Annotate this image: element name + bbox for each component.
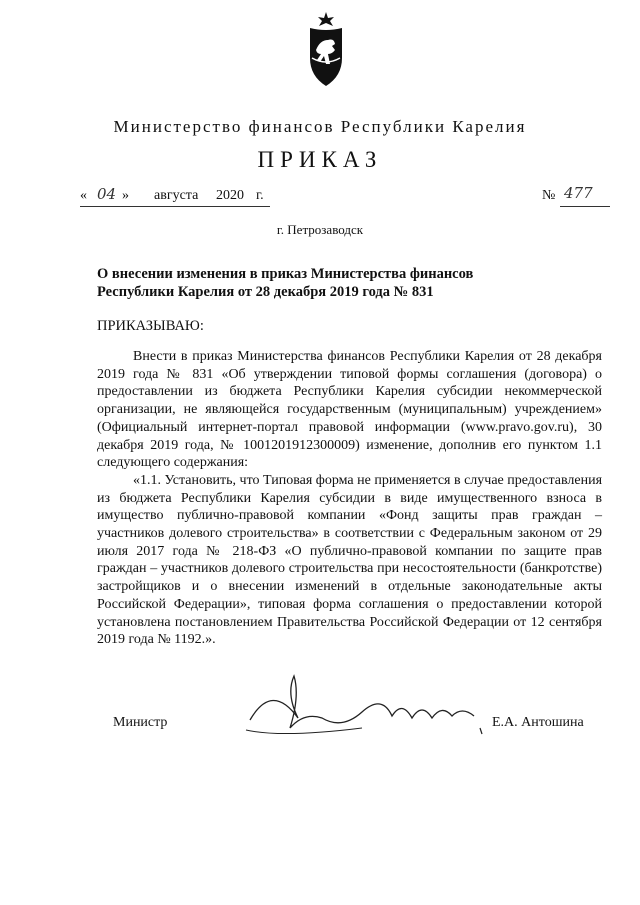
order-number: 477 bbox=[564, 184, 593, 202]
order-word: ПРИКАЗЫВАЮ: bbox=[97, 318, 204, 334]
number-underline bbox=[560, 206, 610, 207]
number-label: № bbox=[542, 188, 556, 203]
handwritten-signature bbox=[242, 672, 492, 747]
city: г. Петрозаводск bbox=[276, 222, 364, 237]
date-year-suffix: г. bbox=[256, 188, 264, 203]
document-type: ПРИКАЗ bbox=[257, 147, 383, 172]
date-open-quote: « bbox=[80, 188, 87, 203]
minister-name: Е.А. Антошина bbox=[492, 715, 584, 730]
coat-of-arms-icon bbox=[302, 10, 350, 88]
document-body bbox=[97, 348, 602, 649]
title-line-1: О внесении изменения в приказ Министерства финансов bbox=[97, 266, 474, 282]
minister-position: Министр bbox=[113, 715, 168, 730]
body-paragraph-1: Внести в приказ Министерства финансов Республики Карелия от 28 декабря 2019 года № 831 «Об утверждении типовой формы соглашения (договора) о предоставлении из бюджета Республики Карелия субсидии некоммерческой организации, не являющейся государственным (муниципальным) учреждением» (Официальный интернет-портал правовой информации (www.pravo.gov.ru), 30 декабря 2019 года, № 1001201912300009) изменение, дополнив его пунктом 1.1 следующего содержания: bbox=[97, 349, 602, 471]
date-close-quote: » bbox=[122, 188, 129, 203]
date-day: 04 bbox=[97, 185, 117, 203]
ministry-name: Министерство финансов Республики Карелия bbox=[113, 117, 527, 136]
date-underline bbox=[80, 206, 270, 207]
date-number-line bbox=[80, 184, 640, 218]
body-paragraph-2: «1.1. Установить, что Типовая форма не применяется в случае предоставления из бюджета Республики Карелия субсидии в виде имущественного взноса в имущество публично-правовой компании «Фонд защиты прав граждан – участников долевого строительства» в соответствии с Федеральным законом от 29 июля 2017 года № 218-ФЗ «О публично-правовой компании по защите прав граждан – участников долевого строительства при несостоятельности (банкротстве) застройщиков и о внесении изменений в отдельные законодательные акты Российской Федерации», типовая форма соглашения о предоставлении которой установлена постановлением Правительства Российской Федерации от 12 сентября 2019 года № 1192.». bbox=[97, 472, 603, 648]
title-line-2: Республики Карелия от 28 декабря 2019 года № 831 bbox=[97, 284, 434, 300]
date-year: 2020 bbox=[216, 188, 244, 203]
date-month: августа bbox=[154, 188, 199, 203]
document-title bbox=[97, 265, 557, 301]
